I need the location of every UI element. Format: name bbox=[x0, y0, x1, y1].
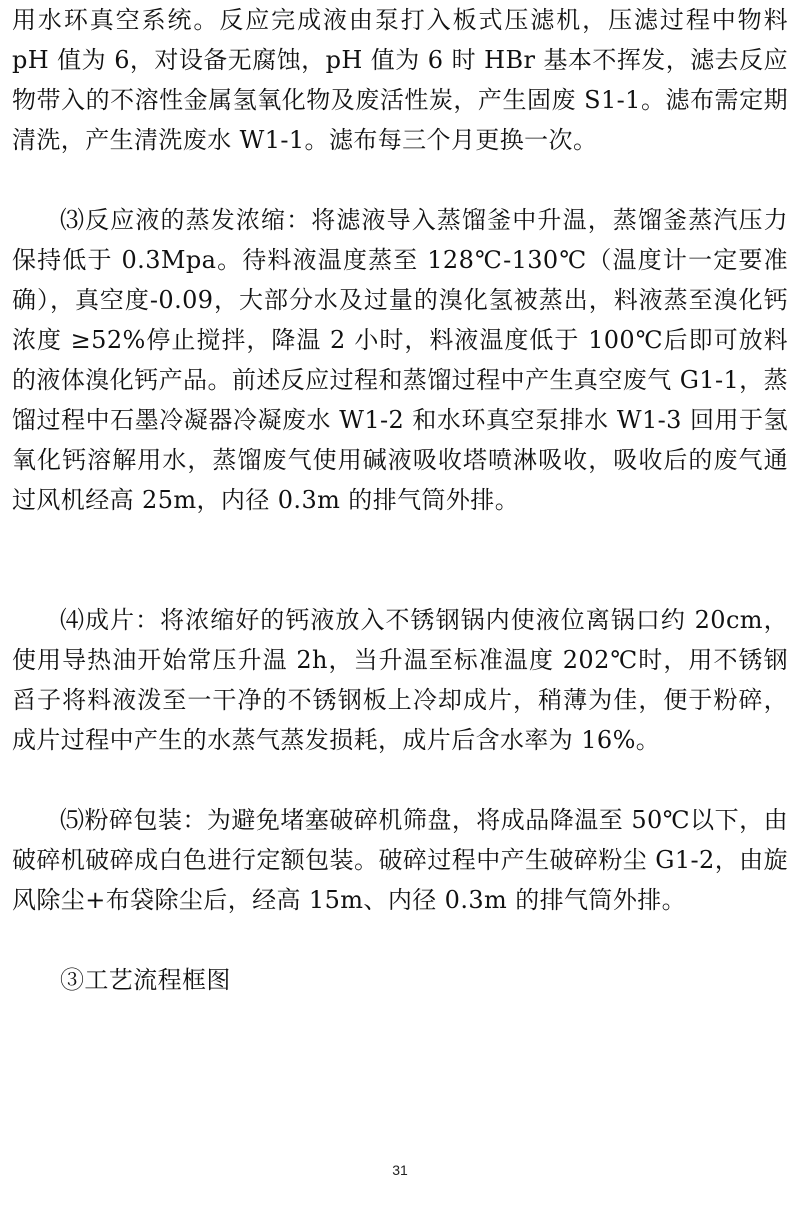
paragraph-crushing-packaging: ⑸粉碎包装：为避免堵塞破碎机筛盘，将成品降温至 50℃以下，由破碎机破碎成白色进行定额包装。破碎过程中产生破碎粉尘 G1-2，由旋风除尘+布袋除尘后，经高 15m、内径 0.3m 的排气筒外排。 bbox=[12, 806, 788, 914]
paragraph-evaporation: ⑶反应液的蒸发浓缩：将滤液导入蒸馏釜中升温，蒸馏釜蒸汽压力保持低于 0.3Mpa。待料液温度蒸至 128℃-130℃（温度计一定要准确），真空度-0.09，大部分水及过量的溴化氢被蒸出，料液蒸至溴化钙浓度 ≥52%停止搅拌，降温 2 小时，料液温度低于 100℃后即可放料的液体溴化钙产品。前述反应过程和蒸馏过程中产生真空废气 G1-1，蒸馏过程中石墨冷凝器冷凝废水 W1-2 和水环真空泵排水 W1-3 回用于氢氧化钙溶解用水，蒸馏废气使用碱液吸收塔喷淋吸收，吸收后的废气通过风机经高 25m，内径 0.3m 的排气筒外排。 bbox=[12, 206, 788, 514]
section-heading: ③工艺流程框图 bbox=[60, 966, 231, 994]
paragraph-filtration: 用水环真空系统。反应完成液由泵打入板式压滤机，压滤过程中物料 pH 值为 6，对设备无腐蚀，pH 值为 6 时 HBr 基本不挥发，滤去反应物带入的不溶性金属氢氧化物及废活性炭，产生固废 S1-1。滤布需定期清洗，产生清洗废水 W1-1。滤布每三个月更换一次。 bbox=[12, 6, 788, 154]
page-number: 31 bbox=[392, 1162, 408, 1178]
paragraph-flaking: ⑷成片：将浓缩好的钙液放入不锈钢锅内使液位离锅口约 20cm，使用导热油开始常压升温 2h，当升温至标准温度 202℃时，用不锈钢舀子将料液泼至一干净的不锈钢板上冷却成片，稍薄为佳，便于粉碎，成片过程中产生的水蒸气蒸发损耗，成片后含水率为 16%。 bbox=[12, 606, 788, 754]
